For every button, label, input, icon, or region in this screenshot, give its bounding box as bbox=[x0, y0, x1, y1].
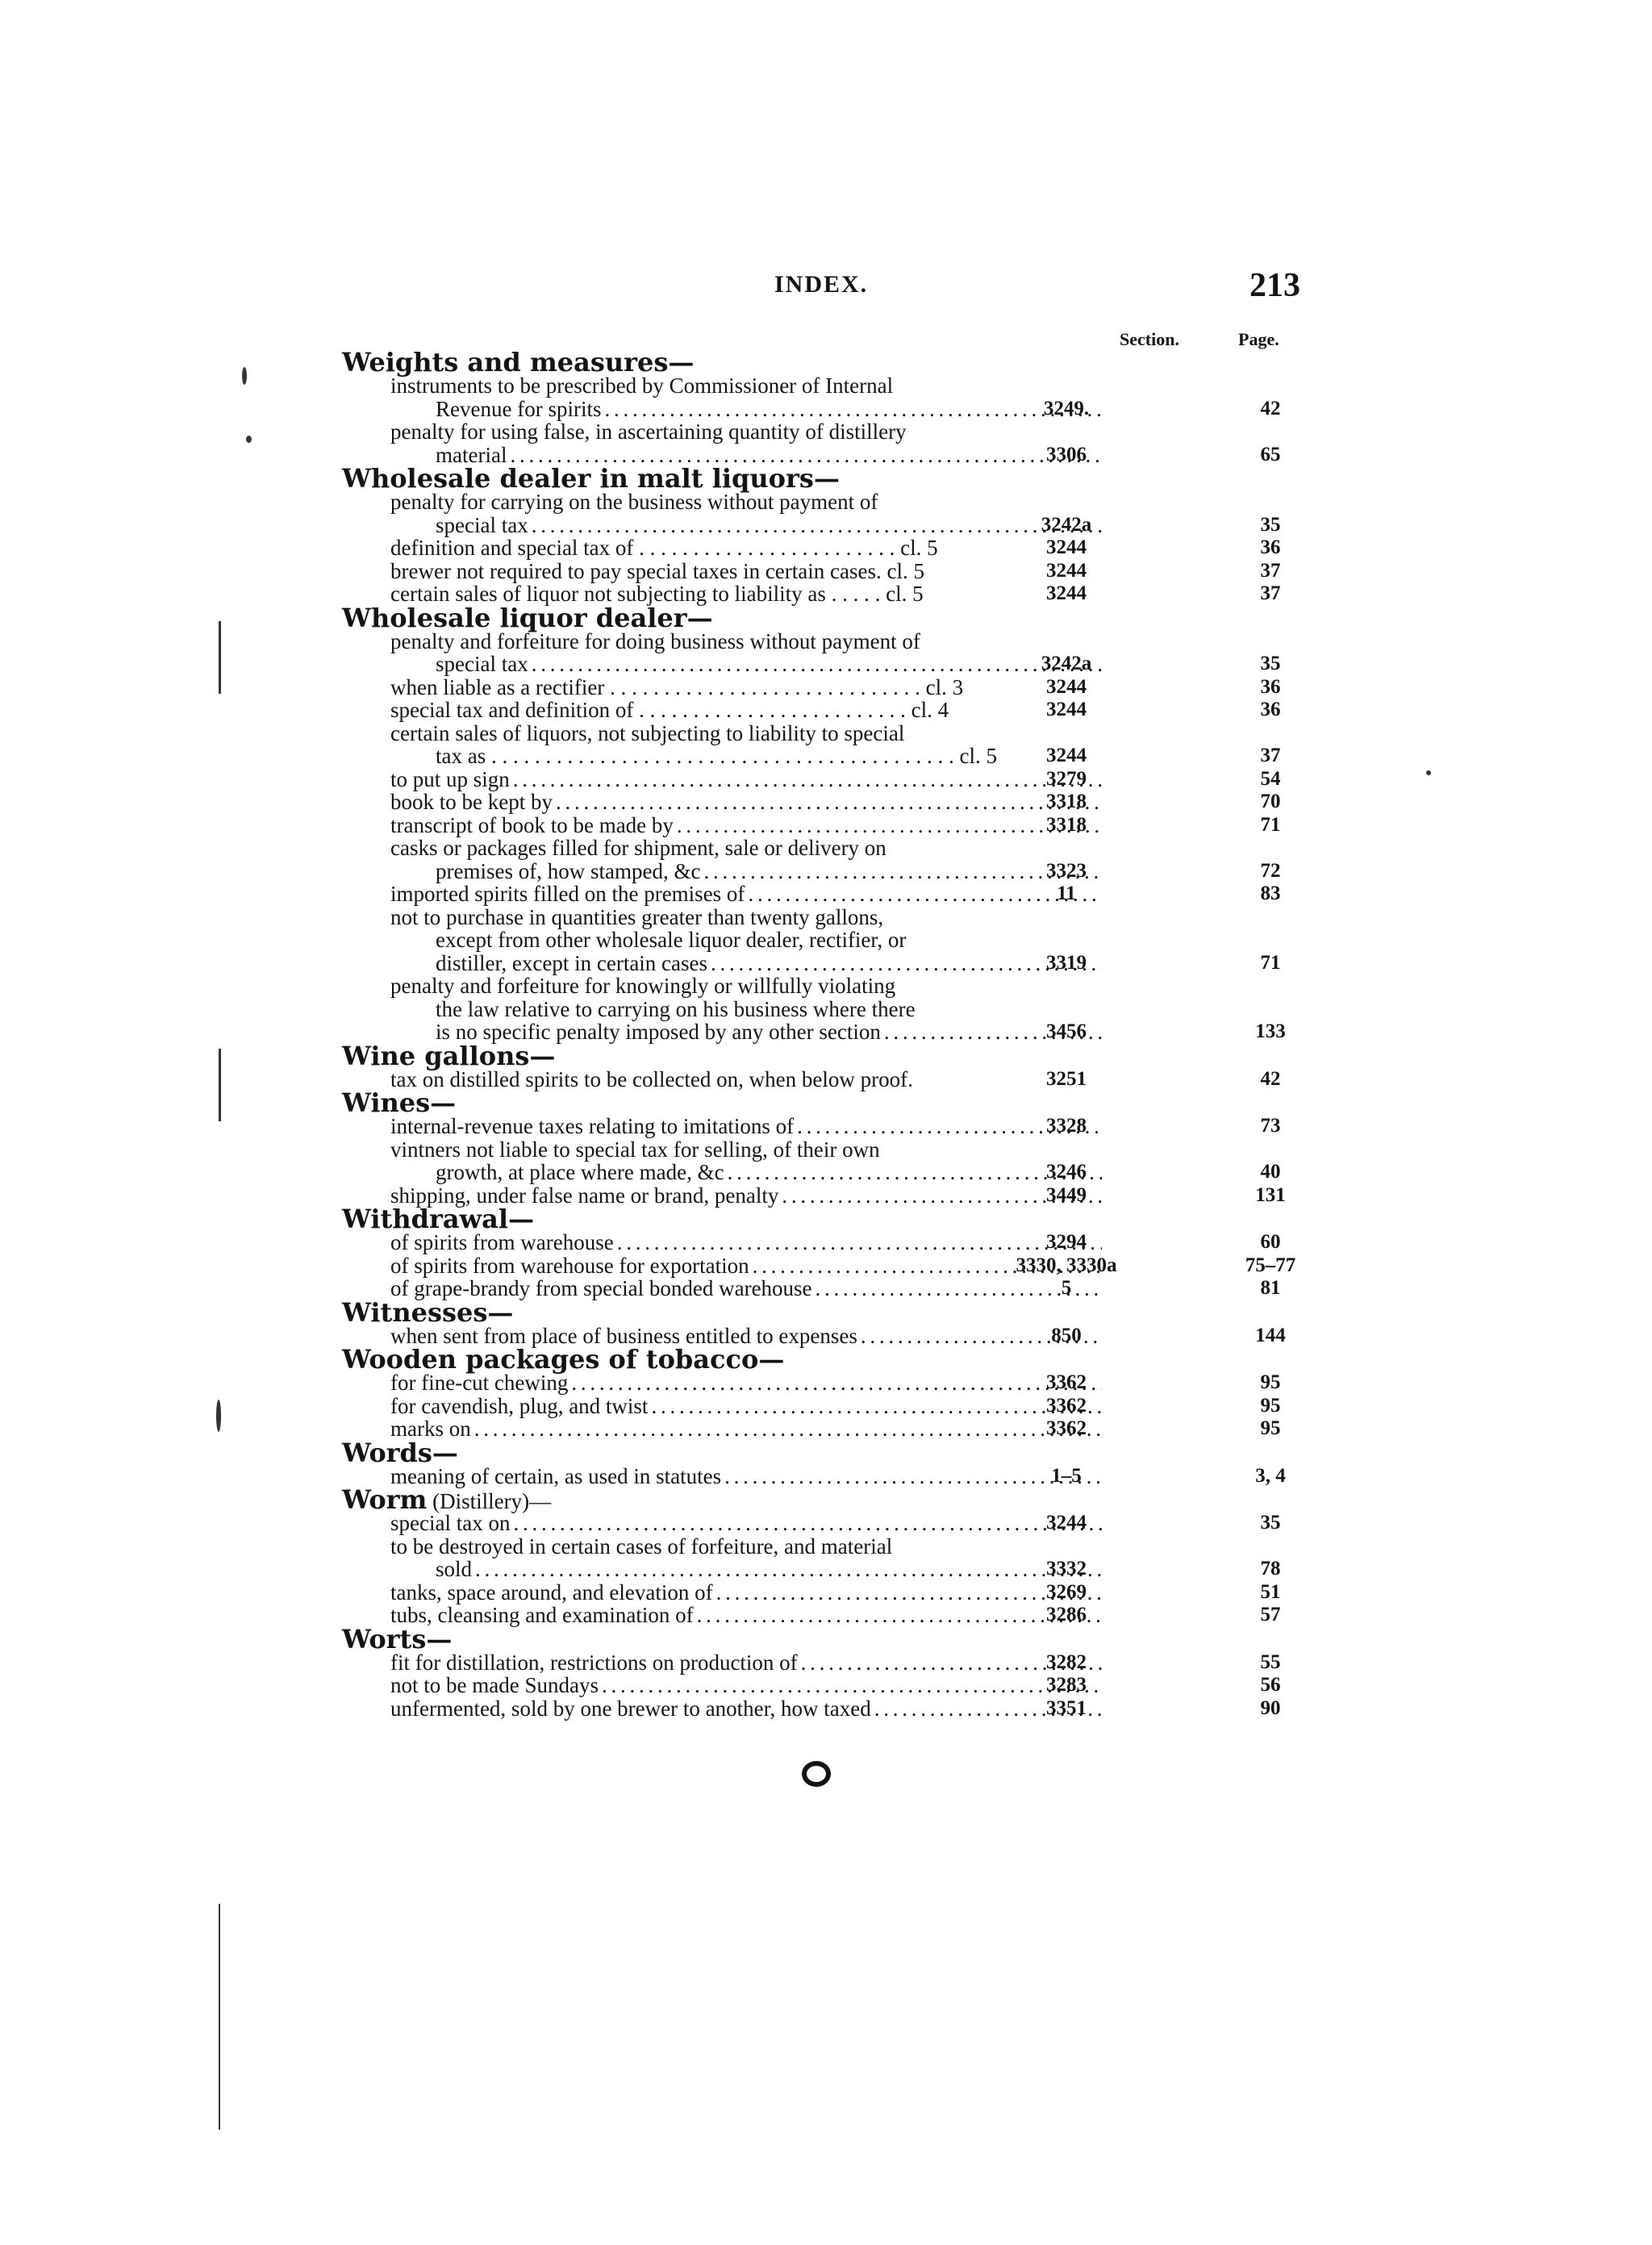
index-entry-text: premises of, how stamped, &c bbox=[436, 858, 701, 883]
index-heading bbox=[342, 1204, 1310, 1234]
index-heading-text: Withdrawal— bbox=[342, 1204, 534, 1234]
index-entry-text: of grape-brandy from special bonded warehouse bbox=[390, 1276, 812, 1300]
index-entry-line bbox=[390, 1138, 1105, 1162]
index-entry-line bbox=[390, 582, 1105, 606]
index-entry-line bbox=[390, 814, 1105, 837]
index-entry bbox=[342, 1184, 1310, 1208]
page-reference: 65 bbox=[1260, 443, 1281, 465]
index-entry-text: special tax bbox=[436, 652, 528, 676]
section-reference: 3319 bbox=[1046, 951, 1087, 974]
index-entry-text: penalty and forfeiture for doing business without payment of bbox=[390, 628, 920, 653]
page-reference: 36 bbox=[1260, 699, 1281, 720]
index-heading-text: Weights and measures— bbox=[342, 347, 695, 378]
index-entry-line bbox=[390, 653, 1105, 676]
index-entry-line bbox=[390, 1581, 1105, 1604]
index-entry-line bbox=[390, 928, 1105, 952]
page-reference: 90 bbox=[1260, 1696, 1281, 1719]
index-entry-line bbox=[390, 1465, 1105, 1488]
page-number: 213 bbox=[1249, 267, 1300, 304]
index-heading bbox=[342, 1623, 1310, 1655]
index-entry-line bbox=[390, 768, 1105, 791]
index-entry-text: for fine-cut chewing bbox=[390, 1371, 569, 1395]
section-reference: 3244 bbox=[1046, 559, 1087, 582]
index-heading-text: Wholesale liquor dealer— bbox=[342, 602, 713, 633]
section-reference: 3282 bbox=[1046, 1650, 1087, 1673]
index-entry-line bbox=[390, 1604, 1105, 1627]
index-entry bbox=[342, 699, 1310, 722]
index-heading-text: Worts— bbox=[342, 1623, 453, 1655]
section-reference: 3244 bbox=[1046, 582, 1087, 604]
index-entry-text: brewer not required to pay special taxes in certain cases. cl. 5 bbox=[390, 558, 924, 583]
page-reference: 95 bbox=[1260, 1417, 1281, 1439]
index-entry bbox=[342, 490, 1310, 536]
index-heading bbox=[342, 1040, 1310, 1071]
index-heading bbox=[342, 1296, 1310, 1328]
section-reference: 11 bbox=[1057, 883, 1076, 904]
index-entry-line bbox=[390, 906, 1105, 929]
index-heading-suffix: (Distillery)— bbox=[427, 1489, 552, 1513]
running-title: INDEX. bbox=[774, 271, 869, 298]
index-entry-line bbox=[390, 398, 1105, 421]
index-heading bbox=[342, 1087, 1310, 1118]
scan-speck bbox=[242, 367, 247, 385]
section-reference: 3269 bbox=[1046, 1580, 1087, 1603]
index-entry bbox=[342, 1674, 1310, 1697]
index-entry-text: to put up sign bbox=[390, 766, 510, 791]
section-reference: 3449 bbox=[1046, 1183, 1087, 1206]
index-entry-text: meaning of certain, as used in statutes bbox=[390, 1463, 722, 1488]
section-reference: 3286 bbox=[1046, 1604, 1087, 1625]
index-heading bbox=[342, 463, 1310, 494]
index-entry-text: except from other wholesale liquor dealer, rectifier, or bbox=[436, 928, 907, 952]
section-reference: 3332 bbox=[1046, 1558, 1087, 1579]
index-entry-line bbox=[390, 1558, 1105, 1581]
page-reference: 42 bbox=[1260, 397, 1281, 419]
index-entry-text: unfermented, sold by one brewer to another, how taxed bbox=[390, 1696, 871, 1721]
index-entry-text: instruments to be prescribed by Commissioner of Internal bbox=[390, 373, 894, 398]
index-entry-line bbox=[390, 1651, 1105, 1675]
index-entry-text: marks on bbox=[390, 1417, 471, 1441]
index-entry bbox=[342, 676, 1310, 699]
index-entry bbox=[342, 630, 1310, 676]
section-reference: 3351 bbox=[1046, 1696, 1087, 1719]
section-reference: 3244 bbox=[1046, 536, 1087, 558]
index-heading bbox=[342, 1437, 1310, 1468]
page-reference: 54 bbox=[1260, 767, 1281, 790]
scan-speck bbox=[246, 436, 252, 443]
page-column-header: Page. bbox=[1238, 329, 1279, 349]
index-entry-line bbox=[390, 514, 1105, 537]
index-heading-text: Words— bbox=[342, 1437, 458, 1468]
index-entry-line bbox=[390, 536, 1105, 560]
index-entry-line bbox=[390, 374, 1105, 398]
page-reference: 81 bbox=[1260, 1277, 1281, 1299]
index-entry-line bbox=[390, 1535, 1105, 1559]
page-reference: 3, 4 bbox=[1255, 1464, 1286, 1487]
section-reference: 3456 bbox=[1046, 1020, 1087, 1042]
page-reference: 42 bbox=[1260, 1067, 1281, 1090]
page-reference: 83 bbox=[1260, 883, 1281, 904]
section-reference: 3244 bbox=[1046, 1512, 1087, 1534]
index-entry-text: not to be made Sundays bbox=[390, 1673, 599, 1697]
index-entry-line bbox=[390, 1254, 1105, 1278]
index-entry bbox=[342, 1115, 1310, 1138]
index-entry bbox=[342, 536, 1310, 560]
end-ornament bbox=[802, 1761, 831, 1787]
index-entry bbox=[342, 1417, 1310, 1441]
index-entry bbox=[342, 1231, 1310, 1254]
page-reference: 40 bbox=[1260, 1161, 1281, 1183]
index-entry-text: imported spirits filled on the premises of bbox=[390, 882, 745, 906]
index-entry-text: casks or packages filled for shipment, sale or delivery on bbox=[390, 836, 886, 860]
index-entry bbox=[342, 837, 1310, 883]
page-reference: 78 bbox=[1260, 1558, 1281, 1579]
index-entry-line bbox=[390, 998, 1105, 1021]
page-reference: 95 bbox=[1260, 1394, 1281, 1417]
section-reference: 3283 bbox=[1046, 1674, 1087, 1696]
section-reference: 3244 bbox=[1046, 745, 1087, 766]
index-entry bbox=[342, 906, 1310, 975]
section-reference: 3242a bbox=[1041, 653, 1092, 674]
index-entry-text: special tax on bbox=[390, 1511, 511, 1535]
index-entry-text: the law relative to carrying on his business where there bbox=[436, 996, 916, 1021]
index-heading-text: Worm bbox=[342, 1484, 428, 1515]
page-reference: 36 bbox=[1260, 675, 1281, 698]
index-entry-text: internal-revenue taxes relating to imitations of bbox=[390, 1114, 795, 1138]
section-reference: 850 bbox=[1051, 1324, 1082, 1346]
index-entry bbox=[342, 1254, 1310, 1278]
index-heading bbox=[342, 1484, 1310, 1515]
index-entry-text: definition and special tax of . . . . . . . . . . . . . . . . . . . . . . . . cl. 5 bbox=[390, 536, 938, 560]
index-entry-text: shipping, under false name or brand, penalty bbox=[390, 1183, 779, 1208]
index-heading-text: Wine gallons— bbox=[342, 1040, 556, 1071]
page-reference: 36 bbox=[1260, 536, 1281, 558]
index-entry-line bbox=[390, 420, 1105, 444]
page-reference: 144 bbox=[1255, 1324, 1286, 1346]
index-entry-text: penalty for using false, in ascertaining quantity of distillery bbox=[390, 419, 907, 444]
index-entry bbox=[342, 1697, 1310, 1721]
index-entry bbox=[342, 582, 1310, 606]
index-heading bbox=[342, 1344, 1310, 1375]
index-heading-text: Witnesses— bbox=[342, 1296, 514, 1328]
section-reference: 3362 bbox=[1046, 1417, 1087, 1439]
index-entry-text: Revenue for spirits bbox=[436, 396, 602, 421]
index-entry-line bbox=[390, 722, 1105, 745]
index-entry-line bbox=[390, 1674, 1105, 1697]
index-entry-line bbox=[390, 974, 1105, 998]
index-entry-text: material bbox=[436, 442, 507, 467]
index-heading bbox=[342, 347, 1310, 378]
page-reference: 35 bbox=[1260, 653, 1281, 674]
section-reference: 3328 bbox=[1046, 1115, 1087, 1137]
index-entry-text: growth, at place where made, &c bbox=[436, 1160, 724, 1184]
index-heading-text: Wines— bbox=[342, 1087, 457, 1118]
section-reference: 3249. bbox=[1043, 397, 1090, 419]
page-reference: 37 bbox=[1260, 559, 1281, 582]
section-reference: 3294 bbox=[1046, 1231, 1087, 1253]
index-entry-text: tanks, space around, and elevation of bbox=[390, 1579, 713, 1604]
index-entry-text: transcript of book to be made by bbox=[390, 812, 674, 837]
index-entry-line bbox=[390, 1371, 1105, 1395]
index-entry-line bbox=[390, 1395, 1105, 1418]
index-entry bbox=[342, 1535, 1310, 1581]
page-reference: 133 bbox=[1255, 1020, 1286, 1042]
page-reference: 51 bbox=[1260, 1580, 1281, 1603]
scan-margin-line bbox=[219, 1049, 221, 1121]
index-entry-line bbox=[390, 1068, 1105, 1091]
index-entry-line bbox=[390, 444, 1105, 467]
page-reference: 131 bbox=[1255, 1183, 1286, 1206]
index-entry-text: to be destroyed in certain cases of forfeiture, and material bbox=[390, 1534, 893, 1559]
index-entry bbox=[342, 1651, 1310, 1675]
index-entry-line bbox=[390, 791, 1105, 814]
index-entry-line bbox=[390, 1277, 1105, 1300]
index-entry bbox=[342, 722, 1310, 768]
page-reference: 60 bbox=[1260, 1231, 1281, 1253]
index-entry-line bbox=[390, 883, 1105, 906]
page-reference: 57 bbox=[1260, 1604, 1281, 1625]
index-heading bbox=[342, 602, 1310, 633]
section-reference: 3318 bbox=[1046, 791, 1087, 812]
page-reference: 71 bbox=[1260, 951, 1281, 974]
section-reference: 5 bbox=[1061, 1277, 1072, 1299]
index-entry-line bbox=[390, 1325, 1105, 1348]
index-entry bbox=[342, 974, 1310, 1044]
index-entry-line bbox=[390, 1184, 1105, 1208]
index-heading-text: Wooden packages of tobacco— bbox=[342, 1344, 785, 1375]
index-entry-line bbox=[390, 860, 1105, 883]
section-reference: 3246 bbox=[1046, 1161, 1087, 1183]
index-entry-text: vintners not liable to special tax for selling, of their own bbox=[390, 1137, 880, 1162]
index-entry bbox=[342, 768, 1310, 791]
index-entry-text: certain sales of liquors, not subjecting to liability to special bbox=[390, 720, 905, 745]
index-heading-text: Wholesale dealer in malt liquors— bbox=[342, 463, 840, 494]
index-entry bbox=[342, 1277, 1310, 1300]
index-entry-text: not to purchase in quantities greater than twenty gallons, bbox=[390, 904, 884, 929]
section-reference: 3244 bbox=[1046, 675, 1087, 698]
index-entry bbox=[342, 374, 1310, 420]
index-entry-line bbox=[390, 560, 1105, 583]
index-entry-text: tubs, cleansing and examination of bbox=[390, 1603, 694, 1627]
index-entry-line bbox=[390, 1115, 1105, 1138]
section-reference: 3244 bbox=[1046, 699, 1087, 720]
page-reference: 70 bbox=[1260, 791, 1281, 812]
page-reference: 73 bbox=[1260, 1115, 1281, 1137]
page-reference: 71 bbox=[1260, 813, 1281, 836]
index-entry bbox=[342, 883, 1310, 906]
page-reference: 75–77 bbox=[1245, 1254, 1296, 1276]
index-entry bbox=[342, 1138, 1310, 1184]
index-entry-line bbox=[390, 952, 1105, 975]
index-entry-text: distiller, except in certain cases bbox=[436, 950, 708, 975]
index-entry bbox=[342, 791, 1310, 814]
section-reference: 3251 bbox=[1046, 1067, 1087, 1090]
index-entry-text: certain sales of liquor not subjecting to liability as . . . . . cl. 5 bbox=[390, 582, 924, 606]
section-reference: 3323 bbox=[1046, 859, 1087, 882]
page-reference: 56 bbox=[1260, 1674, 1281, 1696]
section-reference: 3362 bbox=[1046, 1394, 1087, 1417]
index-entry bbox=[342, 1371, 1310, 1395]
index-entry-line bbox=[390, 676, 1105, 699]
page-reference: 55 bbox=[1260, 1650, 1281, 1673]
index-entry-line bbox=[390, 1161, 1105, 1184]
index-entry bbox=[342, 1512, 1310, 1535]
index-entry-line bbox=[390, 1020, 1105, 1044]
index-entry-text: when sent from place of business entitled to expenses bbox=[390, 1323, 857, 1348]
index-entry-text: tax as . . . . . . . . . . . . . . . . . . . . . . . . . . . . . . . . . . . . . . . . . . . cl. 5 bbox=[436, 744, 997, 768]
scan-margin-line bbox=[219, 1904, 220, 2130]
index-entry-text: of spirits from warehouse bbox=[390, 1230, 614, 1254]
index-entry-line bbox=[390, 630, 1105, 653]
index-body bbox=[342, 347, 1310, 1721]
page-reference: 37 bbox=[1260, 582, 1281, 604]
index-entry bbox=[342, 420, 1310, 466]
page-reference: 35 bbox=[1260, 1512, 1281, 1534]
index-entry-line bbox=[390, 1417, 1105, 1441]
index-entry bbox=[342, 1465, 1310, 1488]
page-reference: 72 bbox=[1260, 859, 1281, 882]
index-entry-text: is no specific penalty imposed by any other section bbox=[436, 1020, 881, 1044]
index-entry bbox=[342, 560, 1310, 583]
index-entry bbox=[342, 1581, 1310, 1604]
index-entry-line bbox=[390, 1512, 1105, 1535]
section-reference: 3330, 3330a bbox=[1016, 1254, 1117, 1276]
index-entry bbox=[342, 1395, 1310, 1418]
index-entry-line bbox=[390, 699, 1105, 722]
page-reference: 37 bbox=[1260, 745, 1281, 766]
index-entry-text: special tax and definition of . . . . . . . . . . . . . . . . . . . . . . . . . cl. 4 bbox=[390, 698, 949, 722]
index-entry-line bbox=[390, 1697, 1105, 1721]
section-reference: 3362 bbox=[1046, 1371, 1087, 1393]
index-entry-text: of spirits from warehouse for exportation bbox=[390, 1253, 749, 1278]
index-entry bbox=[342, 1325, 1310, 1348]
index-entry-line bbox=[390, 490, 1105, 514]
section-reference: 3318 bbox=[1046, 813, 1087, 836]
index-entry-text: book to be kept by bbox=[390, 790, 553, 814]
scan-margin-line bbox=[219, 621, 221, 694]
index-entry-text: fit for distillation, restrictions on production of bbox=[390, 1650, 798, 1675]
page-reference: 35 bbox=[1260, 513, 1281, 536]
index-entry bbox=[342, 814, 1310, 837]
scan-speck bbox=[1426, 770, 1431, 775]
index-entry-line bbox=[390, 837, 1105, 860]
section-reference: 3306 bbox=[1046, 443, 1087, 465]
index-entry bbox=[342, 1604, 1310, 1627]
index-entry-text: special tax bbox=[436, 512, 528, 537]
page-header bbox=[347, 266, 1307, 315]
scan-speck bbox=[216, 1400, 221, 1432]
index-entry-text: tax on distilled spirits to be collected on, when below proof. bbox=[390, 1066, 913, 1091]
page-reference: 95 bbox=[1260, 1371, 1281, 1393]
index-entry-text: penalty for carrying on the business without payment of bbox=[390, 490, 878, 514]
section-reference: 3242a bbox=[1041, 513, 1092, 536]
index-entry bbox=[342, 1068, 1310, 1091]
index-entry-line bbox=[390, 1231, 1105, 1254]
section-reference: 1–5 bbox=[1051, 1464, 1082, 1487]
index-entry-line bbox=[390, 745, 1105, 768]
index-entry-text: for cavendish, plug, and twist bbox=[390, 1393, 649, 1418]
index-entry-text: sold bbox=[436, 1557, 473, 1581]
section-reference: 3279 bbox=[1046, 767, 1087, 790]
section-column-header: Section. bbox=[1120, 329, 1179, 349]
index-entry-text: when liable as a rectifier . . . . . . . . . . . . . . . . . . . . . . . . . . . . . cl. 3 bbox=[390, 674, 964, 699]
index-entry-text: penalty and forfeiture for knowingly or willfully violating bbox=[390, 974, 896, 998]
